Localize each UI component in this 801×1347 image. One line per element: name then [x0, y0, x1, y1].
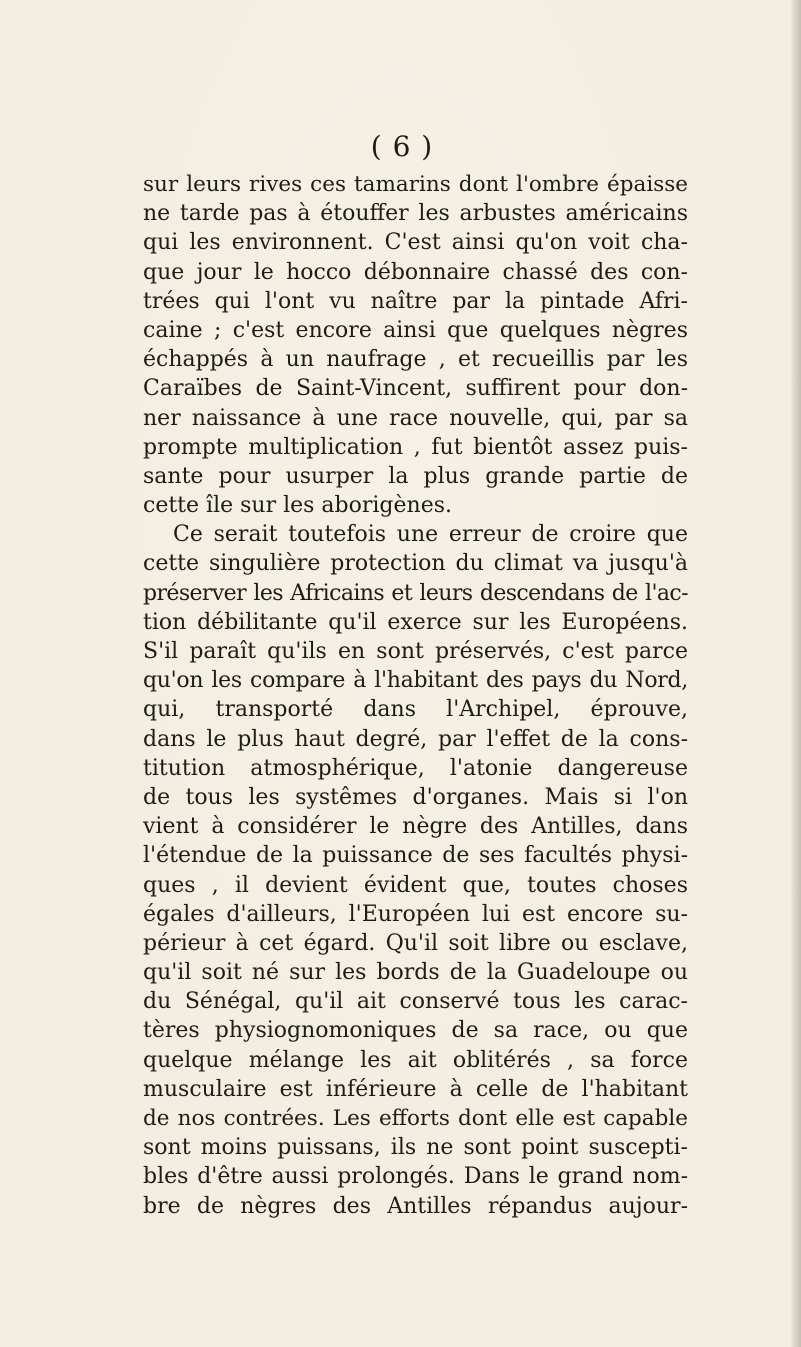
text-line: l'étendue de la puissance de ses facultés physi- [143, 843, 688, 869]
text-line: périeur à cet égard. Qu'il soit libre ou esclave, [143, 930, 688, 956]
text-line: sante pour usurper la plus grande partie de [143, 463, 688, 489]
text-line: trées qui l'ont vu naître par la pintade Afri- [143, 288, 688, 314]
text-line: du Sénégal, qu'il ait conservé tous les carac- [143, 989, 688, 1015]
text-line: S'il paraît qu'ils en sont préservés, c'est parce [143, 639, 688, 664]
text-line: de tous les systêmes d'organes. Mais si l'on [143, 784, 688, 810]
page-edge-shadow [791, 0, 801, 1347]
text-line: qui, transporté dans l'Archipel, éprouve, [143, 697, 688, 723]
text-line: dans le plus haut degré, par l'effet de la cons- [143, 726, 688, 752]
text-line: vient à considérer le nègre des Antilles, dans [143, 814, 688, 840]
text-line: qu'on les compare à l'habitant des pays du Nord, [143, 668, 688, 694]
text-line: cette singulière protection du climat va jusqu'à [143, 551, 688, 577]
text-line: ques , il devient évident que, toutes choses [143, 872, 688, 898]
text-line: caine ; c'est encore ainsi que quelques nègres [143, 317, 688, 343]
text-line: que jour le hocco débonnaire chassé des con- [143, 259, 688, 285]
body-text [143, 170, 688, 1221]
page-number: ( 6 ) [370, 130, 434, 163]
text-line: préserver les Africains et leurs descendans de l'ac- [143, 580, 688, 606]
text-line-paragraph-start: Ce serait toutefois une erreur de croire que [173, 522, 688, 548]
text-line: tères physiognomoniques de sa race, ou que [143, 1018, 688, 1044]
text-line: titution atmosphérique, l'atonie dangereuse [143, 755, 688, 781]
text-line: musculaire est inférieure à celle de l'habitant [143, 1076, 688, 1102]
text-line: ne tarde pas à étouffer les arbustes américains [143, 201, 688, 227]
text-line: sont moins puissans, ils ne sont point suscepti- [143, 1135, 688, 1161]
text-line: Caraïbes de Saint-Vincent, suffirent pour don- [143, 376, 688, 402]
text-line: qu'il soit né sur les bords de la Guadeloupe ou [143, 960, 688, 986]
text-line: qui les environnent. C'est ainsi qu'on voit cha- [143, 230, 688, 256]
text-line: sur leurs rives ces tamarins dont l'ombre épaisse [143, 172, 688, 197]
text-line: tion débilitante qu'il exerce sur les Européens. [143, 609, 688, 635]
text-line: quelque mélange les ait oblitérés , sa force [143, 1047, 688, 1073]
text-line: égales d'ailleurs, l'Européen lui est encore su- [143, 901, 688, 927]
text-line: prompte multiplication , fut bientôt assez puis- [143, 434, 688, 460]
text-line-paragraph-end: cette île sur les aborigènes. [143, 493, 452, 519]
text-line: ner naissance à une race nouvelle, qui, par sa [143, 405, 688, 431]
text-line: de nos contrées. Les efforts dont elle est capable [143, 1106, 688, 1131]
text-line: bre de nègres des Antilles répandus aujour- [143, 1193, 688, 1219]
text-line: bles d'être aussi prolongés. Dans le grand nom- [143, 1164, 688, 1190]
text-line: échappés à un naufrage , et recueillis par les [143, 347, 688, 373]
